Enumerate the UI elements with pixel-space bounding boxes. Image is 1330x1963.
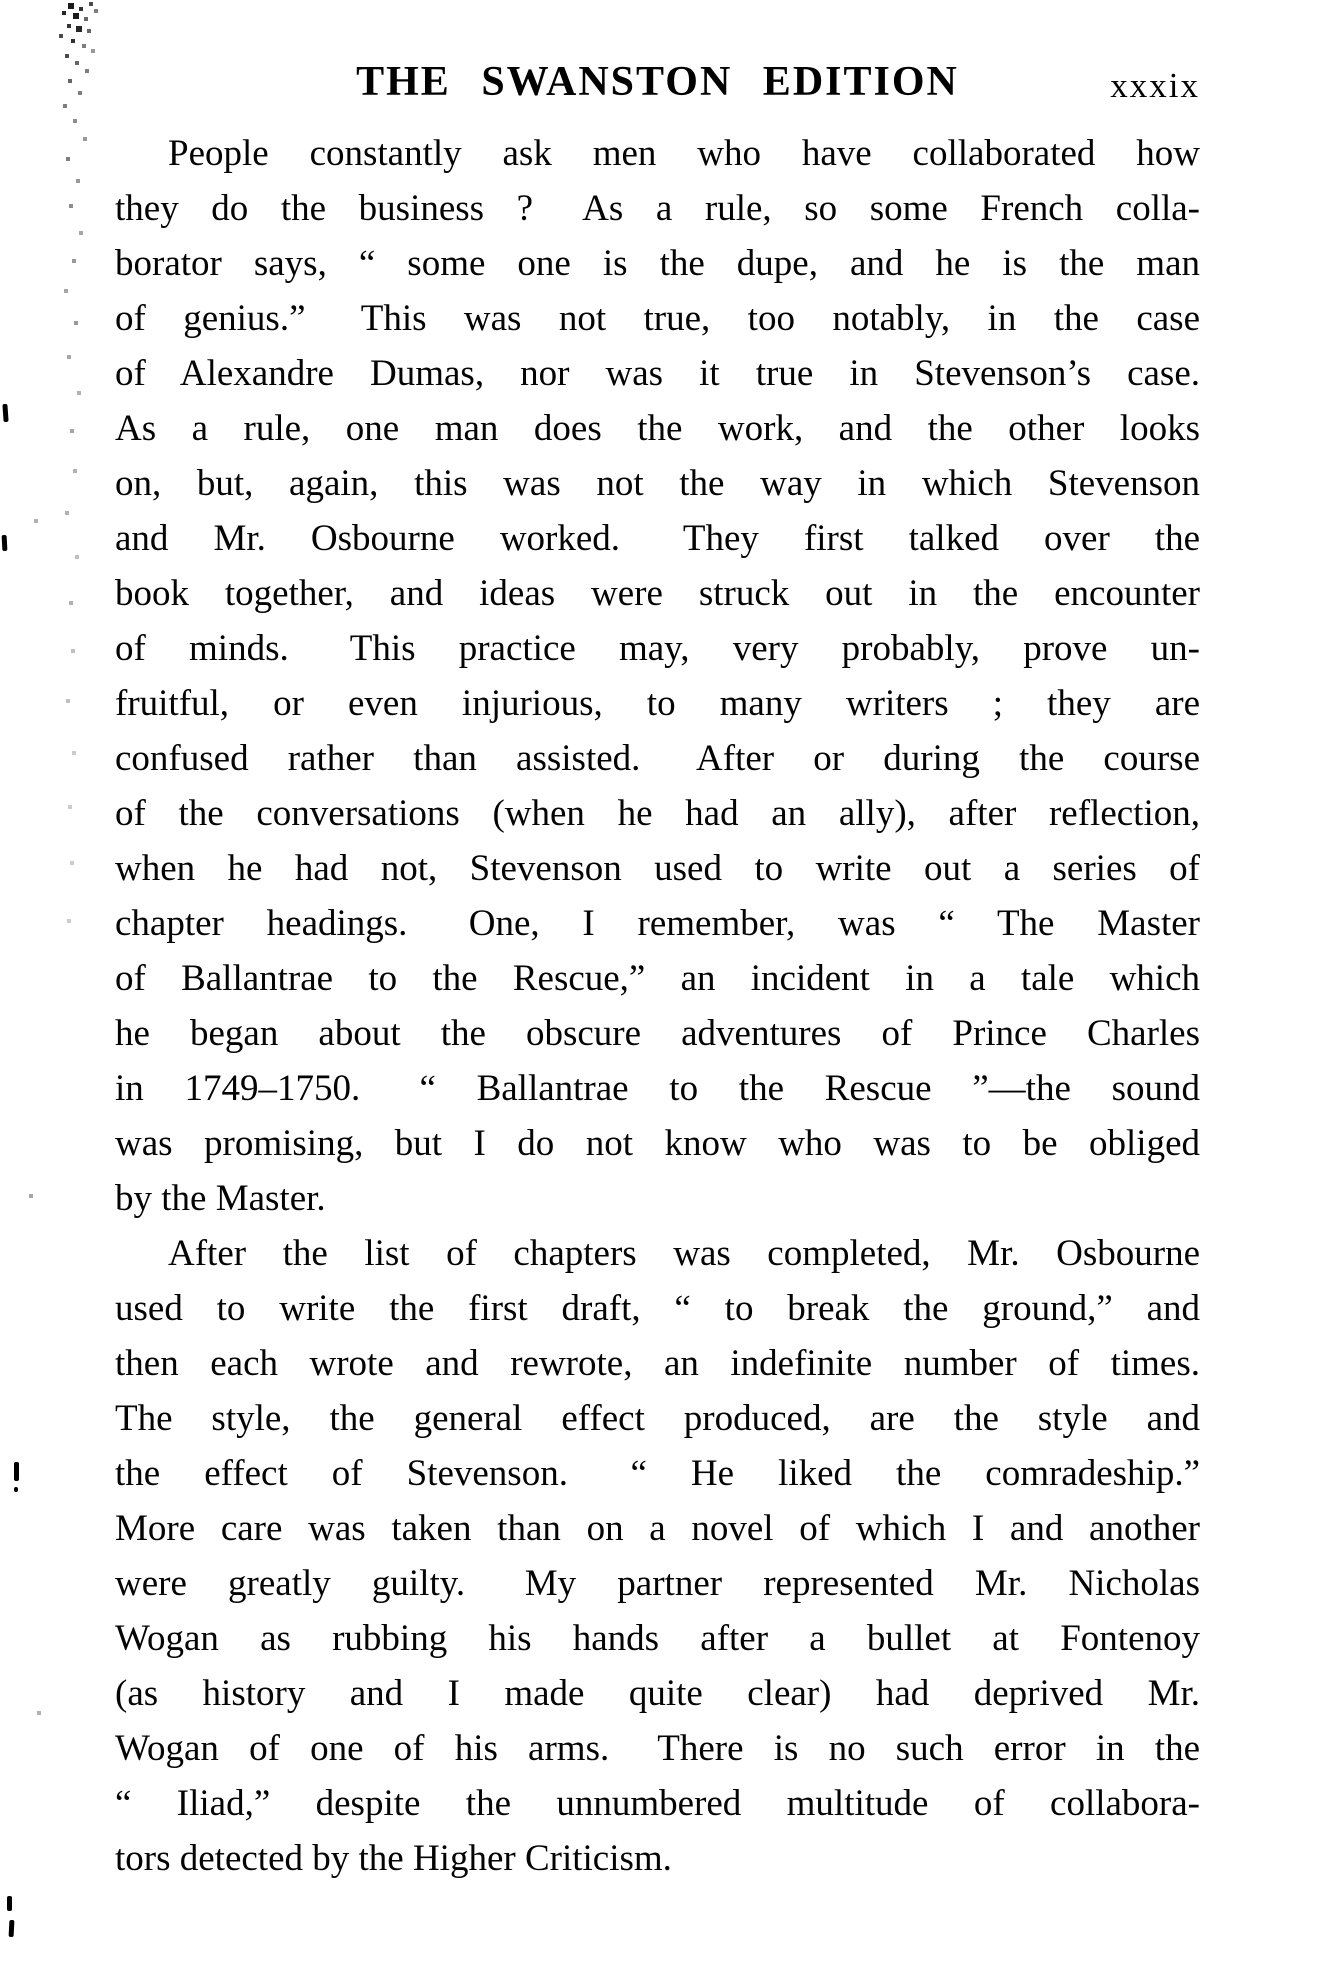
text-line: borator says, “ some one is the dupe, and he is the man bbox=[115, 243, 1200, 284]
text-line: were greatly guilty. My partner represented Mr. Nicholas bbox=[115, 1563, 1200, 1604]
text-line: More care was taken than on a novel of which I and another bbox=[115, 1508, 1200, 1549]
text-line: of Ballantrae to the Rescue,” an incident in a tale which bbox=[115, 958, 1200, 999]
text-line: The style, the general effect produced, are the style and bbox=[115, 1398, 1200, 1439]
page-header bbox=[115, 56, 1200, 112]
scan-artifact bbox=[9, 1920, 15, 1937]
text-line: Wogan of one of his arms. There is no such error in the bbox=[115, 1728, 1200, 1769]
text-line: chapter headings. One, I remember, was “ The Master bbox=[115, 903, 1200, 944]
paragraph-2 bbox=[115, 1226, 1200, 1886]
text-line: on, but, again, this was not the way in which Stevenson bbox=[115, 463, 1200, 504]
scan-artifact bbox=[2, 535, 8, 551]
text-line: People constantly ask men who have collaborated how bbox=[168, 133, 1200, 174]
text-line: tors detected by the Higher Criticism. bbox=[115, 1838, 672, 1879]
text-line: of Alexandre Dumas, nor was it true in Stevenson’s case. bbox=[115, 353, 1200, 394]
text-line: and Mr. Osbourne worked. They first talked over the bbox=[115, 518, 1200, 559]
page-title: THE SWANSTON EDITION bbox=[356, 59, 959, 105]
text-line: they do the business ? As a rule, so some French colla- bbox=[115, 188, 1200, 229]
text-line: (as history and I made quite clear) had deprived Mr. bbox=[115, 1673, 1200, 1714]
scan-artifact bbox=[7, 1896, 12, 1911]
text-line: used to write the first draft, “ to break the ground,” and bbox=[115, 1288, 1200, 1329]
text-line: the effect of Stevenson. “ He liked the comradeship.” bbox=[115, 1453, 1200, 1494]
text-line: was promising, but I do not know who was to be obliged bbox=[115, 1123, 1200, 1164]
text-line: of minds. This practice may, very probably, prove un- bbox=[115, 628, 1200, 669]
text-line: “ Iliad,” despite the unnumbered multitude of collabora- bbox=[115, 1783, 1200, 1824]
text-line: Wogan as rubbing his hands after a bullet at Fontenoy bbox=[115, 1618, 1200, 1659]
text-line: book together, and ideas were struck out in the encounter bbox=[115, 573, 1200, 614]
text-line: fruitful, or even injurious, to many writers ; they are bbox=[115, 683, 1200, 724]
text-line: As a rule, one man does the work, and the other looks bbox=[115, 408, 1200, 449]
scan-speckle-trail bbox=[0, 0, 2, 2]
text-line: confused rather than assisted. After or during the course bbox=[115, 738, 1200, 779]
text-line: then each wrote and rewrote, an indefinite number of times. bbox=[115, 1343, 1200, 1384]
text-line: After the list of chapters was completed, Mr. Osbourne bbox=[168, 1233, 1200, 1274]
scan-artifact bbox=[14, 1462, 19, 1481]
scan-artifact bbox=[2, 404, 8, 422]
scan-artifact bbox=[14, 1487, 18, 1492]
text-line: by the Master. bbox=[115, 1178, 326, 1219]
text-line: he began about the obscure adventures of Prince Charles bbox=[115, 1013, 1200, 1054]
text-block bbox=[115, 126, 1200, 1886]
text-line: of genius.” This was not true, too notably, in the case bbox=[115, 298, 1200, 339]
text-line: in 1749–1750. “ Ballantrae to the Rescue ”—the sound bbox=[115, 1068, 1200, 1109]
page-number: xxxix bbox=[1110, 66, 1200, 105]
text-line: when he had not, Stevenson used to write out a series of bbox=[115, 848, 1200, 889]
paragraph-1 bbox=[115, 126, 1200, 1226]
text-line: of the conversations (when he had an ally), after reflection, bbox=[115, 793, 1200, 834]
